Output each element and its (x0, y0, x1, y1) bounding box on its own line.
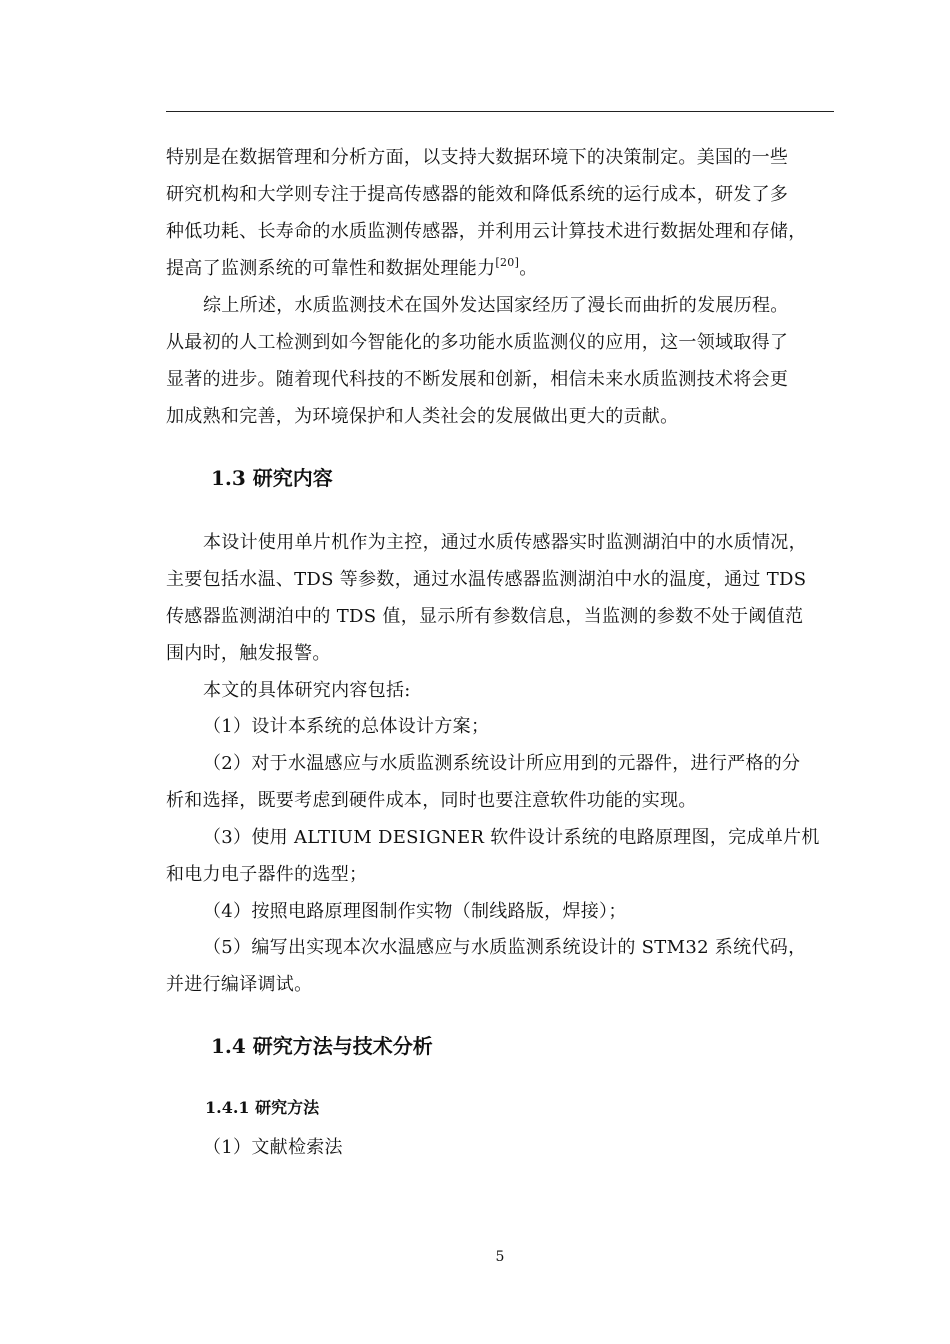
list-item-line: （5）编写出实现本次水温感应与水质监测系统设计的 STM32 系统代码， (203, 937, 807, 958)
body-text-line: 综上所述，水质监测技术在国外发达国家经历了漫长而曲折的发展历程。 (203, 295, 789, 316)
body-text-line (166, 257, 538, 281)
body-text-line: 主要包括水温、TDS 等参数，通过水温传感器监测湖泊中水的温度，通过 TDS (166, 569, 807, 590)
list-item-line: （2）对于水温感应与水质监测系统设计所应用到的元器件，进行严格的分 (203, 753, 801, 774)
body-text-line: 种低功耗、长寿命的水质监测传感器，并利用云计算技术进行数据处理和存储， (166, 221, 807, 242)
body-text-line: 显著的进步。随着现代科技的不断发展和创新，相信未来水质监测技术将会更 (166, 369, 789, 390)
subsection-heading-1-4-1: 1.4.1 研究方法 (205, 1098, 320, 1117)
body-text-line: 围内时，触发报警。 (166, 643, 331, 664)
body-text-line: 本文的具体研究内容包括: (203, 680, 411, 701)
body-text-line: 从最初的人工检测到如今智能化的多功能水质监测仪的应用，这一领域取得了 (166, 332, 789, 353)
list-item-line: （3）使用 ALTIUM DESIGNER 软件设计系统的电路原理图，完成单片机 (203, 827, 820, 848)
body-text-segment: 。 (519, 258, 538, 279)
header-rule (166, 111, 834, 112)
section-heading-1-4: 1.4 研究方法与技术分析 (211, 1034, 433, 1058)
body-text-line: 研究机构和大学则专注于提高传感器的能效和降低系统的运行成本，研发了多 (166, 184, 789, 205)
page-number: 5 (495, 1249, 505, 1265)
list-item-line: 析和选择，既要考虑到硬件成本，同时也要注意软件功能的实现。 (166, 790, 697, 811)
body-text-line: 本设计使用单片机作为主控，通过水质传感器实时监测湖泊中的水质情况， (203, 532, 807, 553)
list-item-line: 和电力电子器件的选型； (166, 864, 368, 885)
body-text-segment: 提高了监测系统的可靠性和数据处理能力 (166, 258, 496, 279)
list-item-line: （4）按照电路原理图制作实物（制线路版，焊接）； (203, 901, 627, 922)
body-text-line: 特别是在数据管理和分析方面，以支持大数据环境下的决策制定。美国的一些 (166, 147, 789, 168)
citation-superscript: [20] (495, 256, 520, 269)
body-text-line: （1）文献检索法 (203, 1137, 343, 1158)
section-heading-1-3: 1.3 研究内容 (211, 466, 333, 490)
body-text-line: 加成熟和完善，为环境保护和人类社会的发展做出更大的贡献。 (166, 406, 679, 427)
list-item-line: 并进行编译调试。 (166, 974, 313, 995)
list-item-line: （1）设计本系统的总体设计方案； (203, 716, 490, 737)
body-text-line: 传感器监测湖泊中的 TDS 值，显示所有参数信息，当监测的参数不处于阈值范 (166, 606, 804, 627)
